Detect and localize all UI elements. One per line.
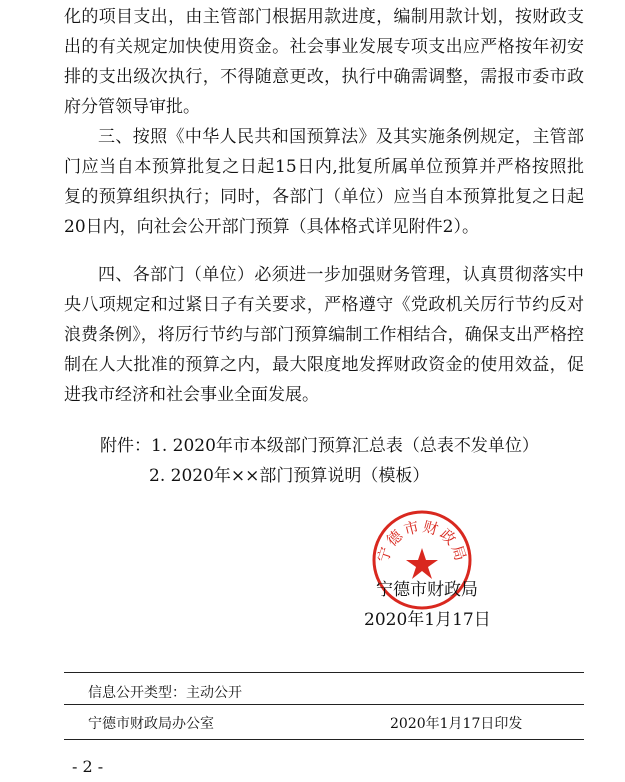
paragraph-item-three — [64, 122, 584, 242]
attachments-list — [100, 431, 539, 491]
attachment-item-1: 附件：1. 2020年市本级部门预算汇总表（总表不发单位） — [100, 436, 539, 456]
signature-date: 2020年1月17日 — [364, 610, 491, 630]
issuing-office: 宁德市财政局办公室 — [88, 716, 214, 732]
paragraph-continued — [64, 2, 584, 122]
divider — [64, 672, 584, 673]
divider — [64, 739, 584, 740]
page-number: - 2 - — [72, 757, 104, 776]
info-disclosure-type: 信息公开类型：主动公开 — [88, 685, 242, 701]
attachment-item-2: 2. 2020年××部门预算说明（模板） — [149, 466, 430, 486]
print-date: 2020年1月17日印发 — [390, 716, 523, 732]
paragraph-text: 四、各部门（单位）必须进一步加强财务管理，认真贯彻落实中央八项规定和过紧日子有关要求，严格遵守《党政机关厉行节约反对浪费条例》，将厉行节约与部门预算编制工作相结合，确保支出严格控制在人大批准的预算之内，最大限度地发挥财政资金的使用效益，促进我市经济和社会事业全面发展。 — [64, 265, 584, 405]
divider — [64, 704, 584, 705]
paragraph-text: 化的项目支出，由主管部门根据用款进度，编制用款计划，按财政支出的有关规定加快使用资金。社会事业发展专项支出应严格按年初安排的支出级次执行，不得随意更改，执行中确需调整，需报市委市政府分管领导审批。 — [64, 7, 584, 117]
paragraph-item-four — [64, 260, 584, 410]
signature-org: 宁德市财政局 — [376, 580, 478, 600]
seal-text: 宁德市财政局 — [373, 517, 471, 565]
paragraph-text: 三、按照《中华人民共和国预算法》及其实施条例规定，主管部门应当自本预算批复之日起15日内,批复所属单位预算并严格按照批复的预算组织执行；同时，各部门（单位）应当自本预算批复之日起20日内，向社会公开部门预算（具体格式详见附件2）。 — [64, 127, 584, 237]
